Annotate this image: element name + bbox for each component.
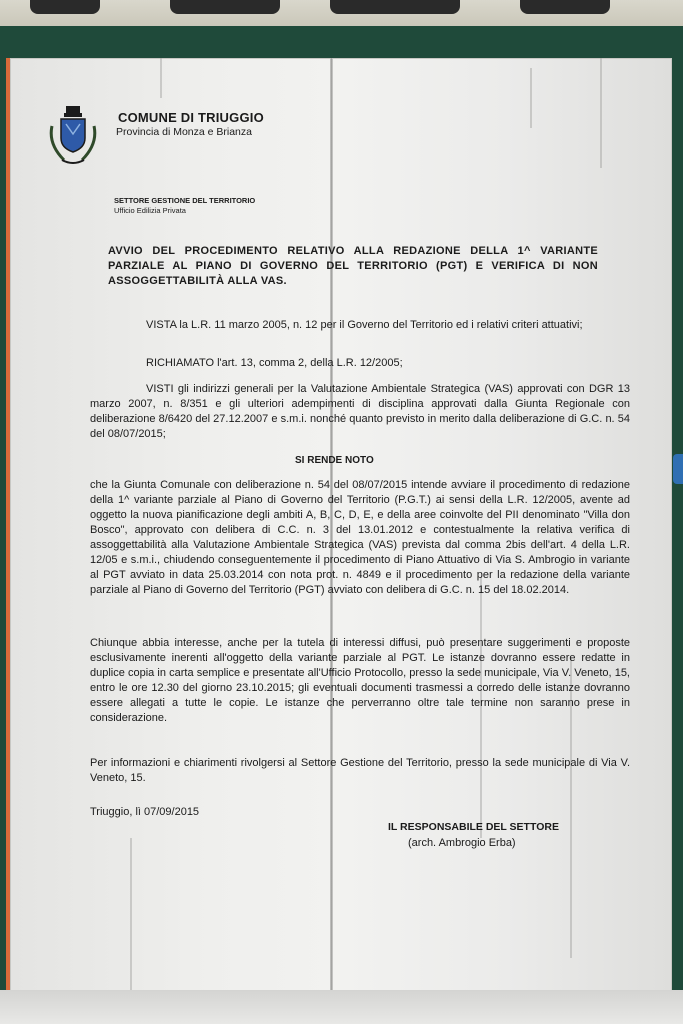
municipal-crest-icon xyxy=(44,104,102,174)
notice-subject: AVVIO DEL PROCEDIMENTO RELATIVO ALLA REDAZIONE DELLA 1^ VARIANTE PARZIALE AL PIANO DI GOVERNO DEL TERRITORIO (PGT) E VERIFICA DI NON ASSOGGETTABILITÀ ALLA VAS. xyxy=(108,245,598,287)
body-paragraph-main: che la Giunta Comunale con deliberazione n. 54 del 08/07/2015 intende avviare il procedimento di redazione della 1^ variante parziale al Piano di Governo del Territorio (P.G.T.) ai sensi della L.R. 12/2005, avente ad oggetto la nuova pianificazione degli ambiti A, B, C, D, E, e della aree coinvolte del PII denominato "Villa don Bosco", approvato con delibera di C.C. n. 3 del 13.01.2012 e contestualmente la relativa verifica di assoggettabilità alla Valutazione Ambientale Strategica (VAS) prevista dal comma 2bis dell'art. 4 della L.R. 12/05 e s.m.i., chiudendo conseguentemente il procedimento di Piano Attuativo di Via S. Ambrogio in variante al PGT avviato in data 25.03.2014 con nota prot. n. 4849 e il procedimento per la redazione della variante parziale al Piano di Governo del Territorio (PGT) avviato con delibera di G.C. n. 15 del 18.02.2014. xyxy=(90,479,630,596)
premise-visti: VISTI gli indirizzi generali per la Valutazione Ambientale Strategica (VAS) approvati con DGR 13 marzo 2007, n. 8/351 e gli ulteriori adempimenti di disciplina approvati dalla Giunta Regionale con deliberazione 8/6420 del 27.12.2007 e s.m.i. nonché quanto previsto in merito dalla deliberazione di G.C. n. 54 del 08/07/2015; xyxy=(90,383,630,440)
lower-poster-edge xyxy=(0,990,683,1024)
province-name: Provincia di Monza e Brianza xyxy=(116,126,252,138)
department-name: SETTORE GESTIONE DEL TERRITORIO xyxy=(114,196,256,205)
adjacent-poster-edge xyxy=(673,454,683,484)
premise-vista: VISTA la L.R. 11 marzo 2005, n. 12 per il Governo del Territorio ed i relativi criteri attuativi; xyxy=(146,319,583,331)
office-name: Ufficio Edilizia Privata xyxy=(114,206,186,215)
public-notice-poster xyxy=(10,58,672,1008)
municipality-name: COMUNE DI TRIUGGIO xyxy=(118,110,264,125)
signatory-name: (arch. Ambrogio Erba) xyxy=(408,837,516,849)
notice-heading: SI RENDE NOTO xyxy=(295,455,374,466)
body-paragraph-info: Per informazioni e chiarimenti rivolgersi al Settore Gestione del Territorio, presso la sede municipale di Via V. Veneto, 15. xyxy=(90,757,630,784)
premise-richiamato: RICHIAMATO l'art. 13, comma 2, della L.R. 12/2005; xyxy=(146,357,403,369)
notice-date: Triuggio, lì 07/09/2015 xyxy=(90,806,200,818)
signatory-role: IL RESPONSABILE DEL SETTORE xyxy=(388,821,559,833)
body-paragraph-submissions: Chiunque abbia interesse, anche per la tutela di interessi diffusi, può presentare suggerimenti e proposte esclusivamente inerenti all'oggetto della variante parziale al PGT. Le istanze dovranno essere redatte in duplice copia in carta semplice e presentate all'Ufficio Protocollo, presso la sede municipale, Via V. Veneto, 15, entro le ore 12.30 del giorno 23.10.2015; gli eventuali documenti trasmessi a corredo delle istanze dovranno essere allegati a tutte le copie. Le istanze che perverranno oltre tale termine non saranno prese in considerazione. xyxy=(90,637,630,724)
top-wall-strip xyxy=(0,0,683,28)
